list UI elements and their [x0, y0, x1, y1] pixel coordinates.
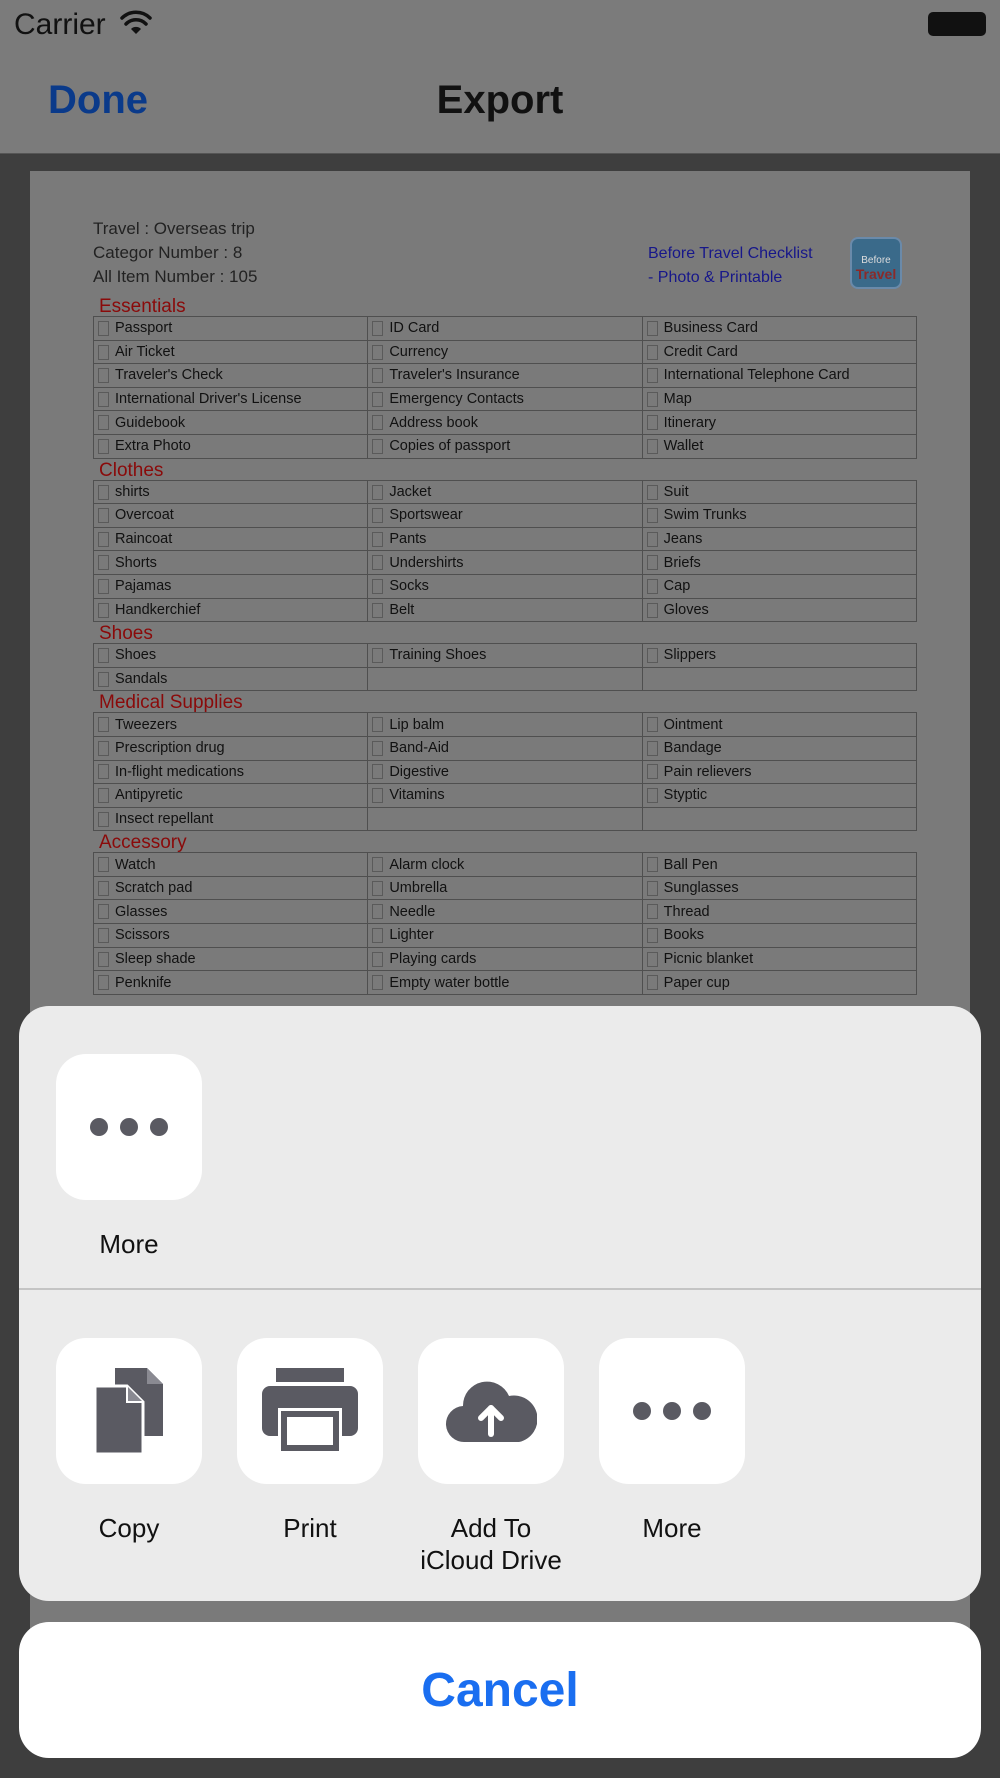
checklist-cell	[642, 340, 916, 364]
checklist-item-label: Ointment	[663, 716, 723, 733]
checklist-item-label: Slippers	[663, 647, 717, 664]
checklist-item-label: Glasses	[115, 903, 168, 920]
checkbox	[372, 952, 383, 967]
checklist-cell	[642, 527, 916, 551]
checkbox	[647, 345, 658, 360]
navigation-bar	[0, 50, 1000, 154]
checklist-item-label: Scratch pad	[115, 880, 193, 897]
checklist-cell	[368, 317, 642, 341]
checklist-cell	[368, 784, 642, 808]
checkbox	[647, 555, 658, 570]
checklist-item-label: Emergency Contacts	[389, 391, 524, 408]
checklist-item-label: Briefs	[663, 554, 701, 571]
more-dots-icon	[633, 1402, 711, 1420]
share-more-bottom-label: More	[642, 1513, 702, 1543]
checklist-item-label: Shorts	[115, 554, 157, 571]
print-label: Print	[283, 1513, 337, 1543]
checkbox	[372, 321, 383, 336]
checkbox	[98, 415, 109, 430]
checkbox	[647, 603, 658, 618]
table-row	[94, 713, 917, 737]
table-row	[94, 784, 917, 808]
checklist-cell	[368, 760, 642, 784]
checklist-item-label: Itinerary	[663, 414, 717, 431]
checklist-cell	[642, 924, 916, 948]
checklist-cell	[94, 807, 368, 831]
checklist-cell	[368, 527, 642, 551]
checkbox	[647, 392, 658, 407]
checklist-cell	[642, 574, 916, 598]
checkbox	[647, 881, 658, 896]
checklist-item-label: International Telephone Card	[663, 367, 850, 384]
category-title: Essentials	[99, 296, 186, 317]
checklist-cell	[94, 598, 368, 622]
checkbox	[98, 975, 109, 990]
icloud-label-line-2: iCloud Drive	[420, 1545, 562, 1575]
checklist-item-label: Band-Aid	[389, 740, 449, 757]
category-title: Clothes	[99, 459, 164, 481]
checklist-item-label: Suit	[663, 483, 689, 500]
table-row	[94, 760, 917, 784]
checklist-item-label: Digestive	[389, 763, 449, 780]
checklist-cell	[642, 317, 916, 341]
item-count: All Item Number : 105	[93, 267, 258, 286]
checkbox	[98, 345, 109, 360]
brand-text	[648, 242, 813, 290]
checklist	[93, 295, 917, 995]
checklist-cell	[368, 876, 642, 900]
checklist-item-label: Gloves	[663, 601, 709, 618]
checkbox	[647, 952, 658, 967]
checklist-cell	[368, 971, 642, 995]
copy-action-tile[interactable]	[56, 1338, 202, 1484]
checklist-item-label: Training Shoes	[389, 647, 487, 664]
checklist-item-label: Handkerchief	[115, 601, 201, 618]
checkbox	[98, 508, 109, 523]
category-table	[93, 316, 917, 459]
checklist-item-label: Sportswear	[389, 507, 463, 524]
checklist-item-label: Overcoat	[115, 507, 174, 524]
checklist-item-label: Empty water bottle	[389, 974, 510, 991]
checklist-cell	[94, 760, 368, 784]
checklist-cell	[642, 364, 916, 388]
checklist-item-label: Needle	[389, 903, 436, 920]
checklist-cell	[642, 411, 916, 435]
table-row	[94, 598, 917, 622]
share-more-bottom[interactable]	[599, 1338, 745, 1544]
checkbox	[98, 392, 109, 407]
checklist-item-label: Guidebook	[115, 414, 186, 431]
checklist-item-label: In-flight medications	[115, 763, 244, 780]
checklist-item-label: Sleep shade	[115, 950, 196, 967]
checklist-item-label: Lip balm	[389, 716, 445, 733]
checklist-cell	[642, 971, 916, 995]
checkbox	[647, 788, 658, 803]
table-row	[94, 947, 917, 971]
printer-icon	[262, 1368, 358, 1454]
app-logo	[850, 237, 902, 289]
checklist-cell	[642, 807, 916, 831]
icloud-label-line-1: Add To	[450, 1513, 532, 1543]
copy-action[interactable]	[56, 1338, 202, 1544]
checklist-item-label: Traveler's Insurance	[389, 367, 520, 384]
checkbox	[647, 321, 658, 336]
checkbox	[372, 928, 383, 943]
checkbox	[98, 717, 109, 732]
checklist-item-label: Shoes	[115, 647, 157, 664]
checklist-cell	[94, 971, 368, 995]
checklist-item-label: Jeans	[663, 531, 703, 548]
checklist-item-label: Penknife	[115, 974, 172, 991]
checkbox	[372, 904, 383, 919]
table-row	[94, 480, 917, 504]
checkbox	[372, 741, 383, 756]
checkbox	[647, 764, 658, 779]
checklist-cell	[642, 667, 916, 691]
checklist-cell	[642, 480, 916, 504]
table-row	[94, 876, 917, 900]
checkbox	[647, 579, 658, 594]
checklist-item-label: Copies of passport	[389, 438, 511, 455]
checklist-cell	[94, 924, 368, 948]
checklist-cell	[94, 644, 368, 668]
checklist-cell	[642, 900, 916, 924]
checklist-cell	[642, 736, 916, 760]
checklist-cell	[94, 947, 368, 971]
checkbox	[647, 975, 658, 990]
checklist-item-label: Styptic	[663, 787, 708, 804]
checklist-item-label: Credit Card	[663, 343, 738, 360]
brand-line-2: - Photo & Printable	[648, 269, 783, 286]
checkbox	[647, 857, 658, 872]
checklist-item-label: Swim Trunks	[663, 507, 747, 524]
share-more-top[interactable]	[56, 1054, 202, 1260]
checkbox	[98, 857, 109, 872]
table-row	[94, 667, 917, 691]
checklist-cell	[368, 434, 642, 458]
checkbox	[647, 717, 658, 732]
checklist-cell	[94, 387, 368, 411]
checklist-item-label: International Driver's License	[115, 391, 302, 408]
share-divider	[19, 1288, 981, 1290]
checkbox	[647, 741, 658, 756]
checklist-item-label: Pants	[389, 531, 427, 548]
table-row	[94, 807, 917, 831]
icloud-action-tile[interactable]	[418, 1338, 564, 1484]
checklist-cell	[642, 551, 916, 575]
checklist-cell	[368, 736, 642, 760]
share-more-top-label: More	[99, 1229, 159, 1259]
checkbox	[372, 603, 383, 618]
table-row	[94, 387, 917, 411]
checkbox	[372, 975, 383, 990]
done-button[interactable]: Done	[48, 78, 148, 122]
checklist-item-label: shirts	[115, 483, 150, 500]
checklist-item-label: Currency	[389, 343, 449, 360]
checkbox	[98, 672, 109, 687]
checkbox	[372, 717, 383, 732]
app-logo-line-2: Travel	[855, 266, 897, 282]
travel-name: Travel : Overseas trip	[93, 219, 255, 238]
checklist-cell	[368, 598, 642, 622]
checkbox	[98, 741, 109, 756]
checklist-cell	[642, 760, 916, 784]
table-row	[94, 411, 917, 435]
checklist-item-label: Scissors	[115, 927, 170, 944]
icloud-upload-icon	[445, 1378, 537, 1444]
checkbox	[372, 508, 383, 523]
copy-icon	[95, 1368, 163, 1454]
checklist-cell	[642, 784, 916, 808]
checklist-item-label: Bandage	[663, 740, 722, 757]
checklist-item-label: Alarm clock	[389, 856, 465, 873]
checklist-item-label: Ball Pen	[663, 856, 718, 873]
checklist-item-label: Watch	[115, 856, 156, 873]
category-count: Categor Number : 8	[93, 243, 243, 262]
checkbox	[98, 904, 109, 919]
checkbox	[98, 881, 109, 896]
checklist-cell	[368, 480, 642, 504]
table-row	[94, 434, 917, 458]
checkbox	[647, 532, 658, 547]
checklist-item-label: Prescription drug	[115, 740, 225, 757]
category-title: Shoes	[99, 623, 153, 645]
checkbox	[372, 345, 383, 360]
checklist-item-label: Belt	[389, 601, 415, 618]
checklist-item-label: Books	[663, 927, 704, 944]
page-title: Export	[436, 78, 564, 122]
checklist-cell	[642, 713, 916, 737]
checklist-cell	[94, 900, 368, 924]
checkbox	[647, 415, 658, 430]
checkbox	[98, 532, 109, 547]
checkbox	[98, 321, 109, 336]
checkbox	[372, 392, 383, 407]
table-row	[94, 574, 917, 598]
checklist-item-label: Antipyretic	[115, 787, 183, 804]
checklist-cell	[94, 527, 368, 551]
category-title: Accessory	[99, 832, 187, 854]
checkbox	[372, 881, 383, 896]
checklist-item-label: Vitamins	[389, 787, 445, 804]
checkbox	[98, 648, 109, 663]
checklist-cell	[368, 807, 642, 831]
checklist-cell	[368, 853, 642, 877]
checklist-item-label: Air Ticket	[115, 343, 175, 360]
checklist-cell	[642, 504, 916, 528]
checklist-item-label: Lighter	[389, 927, 434, 944]
checklist-item-label: Pajamas	[115, 578, 172, 595]
checklist-item-label: Cap	[663, 578, 691, 595]
checkbox	[98, 579, 109, 594]
checklist-item-label: Map	[663, 391, 692, 408]
checklist-item-label: Insect repellant	[115, 810, 214, 827]
carrier-label: Carrier	[14, 8, 106, 41]
more-dots-icon	[90, 1118, 168, 1136]
checkbox	[372, 439, 383, 454]
icloud-action[interactable]	[418, 1338, 564, 1576]
share-more-bottom-tile[interactable]	[599, 1338, 745, 1484]
checklist-cell	[94, 364, 368, 388]
checklist-cell	[94, 480, 368, 504]
checklist-cell	[368, 644, 642, 668]
copy-label: Copy	[98, 1513, 160, 1543]
table-row	[94, 551, 917, 575]
checklist-item-label: Tweezers	[115, 716, 178, 733]
category-table	[93, 480, 917, 623]
checklist-cell	[368, 504, 642, 528]
category-table	[93, 852, 917, 995]
checkbox	[98, 788, 109, 803]
document-meta	[93, 217, 257, 289]
checklist-cell	[94, 504, 368, 528]
checklist-cell	[94, 340, 368, 364]
checklist-item-label: Address book	[389, 414, 478, 431]
checkbox	[647, 928, 658, 943]
checklist-item-label: Sunglasses	[663, 880, 739, 897]
checklist-item-label: Undershirts	[389, 554, 464, 571]
checklist-cell	[368, 667, 642, 691]
wifi-icon	[120, 10, 152, 36]
checkbox	[372, 368, 383, 383]
checkbox	[647, 904, 658, 919]
table-row	[94, 924, 917, 948]
checkbox	[647, 485, 658, 500]
checkbox	[98, 952, 109, 967]
checklist-item-label: Jacket	[389, 483, 432, 500]
table-row	[94, 900, 917, 924]
share-sheet	[19, 1006, 981, 1601]
checklist-cell	[94, 317, 368, 341]
checklist-item-label: Thread	[663, 903, 710, 920]
checkbox	[372, 415, 383, 430]
checklist-cell	[642, 387, 916, 411]
icloud-label	[418, 1512, 564, 1576]
checkbox	[372, 857, 383, 872]
table-row	[94, 504, 917, 528]
checklist-cell	[94, 713, 368, 737]
checklist-cell	[94, 434, 368, 458]
print-action-tile[interactable]	[237, 1338, 383, 1484]
checklist-cell	[94, 876, 368, 900]
checkbox	[98, 485, 109, 500]
table-row	[94, 644, 917, 668]
table-row	[94, 736, 917, 760]
checklist-item-label: Raincoat	[115, 531, 173, 548]
checklist-cell	[368, 947, 642, 971]
checklist-item-label: Paper cup	[663, 974, 730, 991]
table-row	[94, 317, 917, 341]
table-row	[94, 853, 917, 877]
checklist-item-label: Picnic blanket	[663, 950, 754, 967]
table-row	[94, 364, 917, 388]
checkbox	[372, 485, 383, 500]
checklist-cell	[94, 736, 368, 760]
checklist-cell	[368, 387, 642, 411]
checkbox	[647, 368, 658, 383]
checklist-cell	[94, 551, 368, 575]
checklist-item-label: Umbrella	[389, 880, 448, 897]
checklist-cell	[94, 411, 368, 435]
checklist-cell	[94, 784, 368, 808]
cancel-button[interactable]: Cancel	[19, 1622, 981, 1758]
checkbox	[98, 603, 109, 618]
checklist-item-label: Sandals	[115, 671, 168, 688]
table-row	[94, 527, 917, 551]
checklist-item-label: Wallet	[663, 438, 704, 455]
checklist-cell	[642, 947, 916, 971]
table-row	[94, 971, 917, 995]
checkbox	[372, 532, 383, 547]
checklist-cell	[642, 598, 916, 622]
checklist-item-label: Traveler's Check	[115, 367, 223, 384]
checklist-item-label: ID Card	[389, 320, 440, 337]
checklist-item-label: Passport	[115, 320, 173, 337]
checklist-cell	[368, 574, 642, 598]
checklist-cell	[368, 364, 642, 388]
checkbox	[98, 812, 109, 827]
checkbox	[647, 648, 658, 663]
category-table	[93, 712, 917, 831]
checklist-cell	[368, 900, 642, 924]
checklist-item-label: Pain relievers	[663, 763, 752, 780]
checklist-cell	[642, 853, 916, 877]
checkbox	[98, 368, 109, 383]
table-row	[94, 340, 917, 364]
checkbox	[372, 788, 383, 803]
checklist-item-label: Business Card	[663, 320, 758, 337]
checklist-cell	[642, 434, 916, 458]
checklist-item-label: Extra Photo	[115, 438, 191, 455]
checkbox	[372, 764, 383, 779]
checklist-cell	[642, 644, 916, 668]
status-bar	[0, 0, 1000, 50]
checklist-cell	[368, 551, 642, 575]
print-action[interactable]	[237, 1338, 383, 1544]
checkbox	[372, 579, 383, 594]
checkbox	[98, 928, 109, 943]
checkbox	[647, 508, 658, 523]
checklist-cell	[94, 574, 368, 598]
checklist-cell	[94, 853, 368, 877]
app-logo-line-1: Before	[861, 255, 891, 266]
checklist-cell	[368, 411, 642, 435]
checklist-item-label: Socks	[389, 578, 429, 595]
checkbox	[98, 439, 109, 454]
checklist-cell	[642, 876, 916, 900]
share-more-top-tile[interactable]	[56, 1054, 202, 1200]
brand-line-1: Before Travel Checklist	[648, 245, 813, 262]
battery-icon	[928, 12, 986, 36]
checkbox	[98, 555, 109, 570]
checklist-item-label: Playing cards	[389, 950, 477, 967]
checklist-cell	[368, 713, 642, 737]
checkbox	[98, 764, 109, 779]
checklist-cell	[368, 340, 642, 364]
checkbox	[372, 555, 383, 570]
checkbox	[647, 439, 658, 454]
checklist-cell	[94, 667, 368, 691]
checklist-cell	[368, 924, 642, 948]
category-title: Medical Supplies	[99, 692, 243, 714]
checkbox	[372, 648, 383, 663]
category-table	[93, 643, 917, 691]
